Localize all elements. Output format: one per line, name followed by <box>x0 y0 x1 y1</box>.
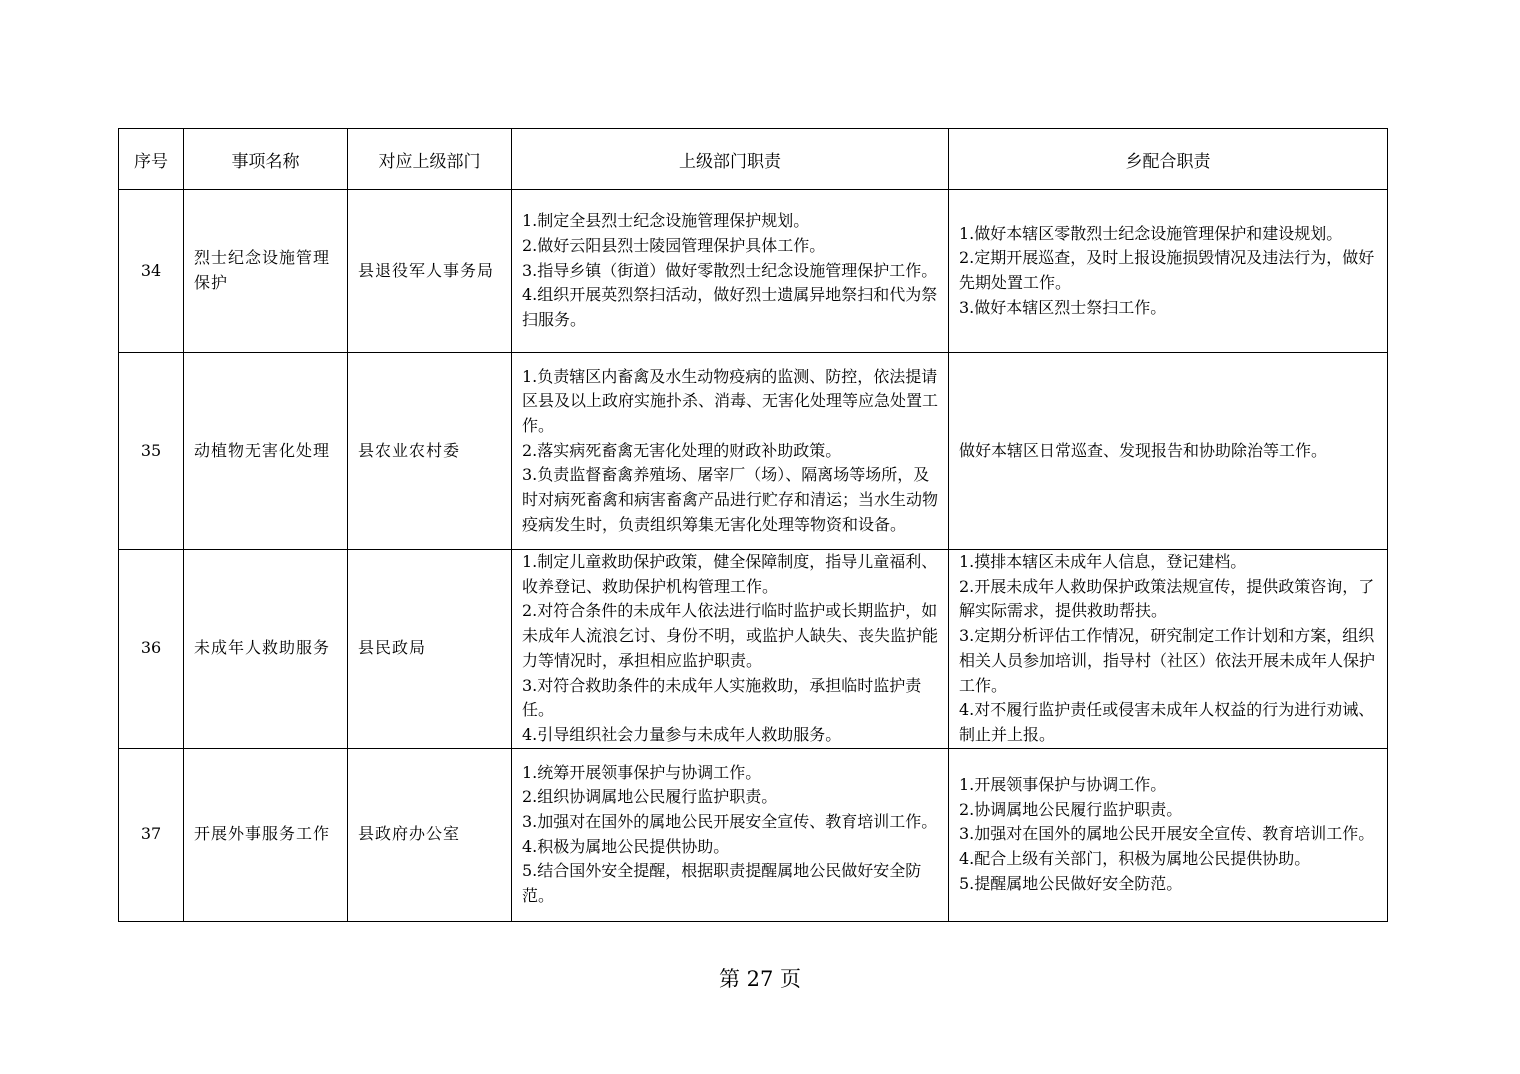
duty-item: 4.对不履行监护责任或侵害未成年人权益的行为进行劝诫、制止并上报。 <box>959 700 1375 744</box>
table-row <box>119 748 1388 921</box>
duty-item: 2.组织协调属地公民履行监护职责。 <box>522 787 778 807</box>
duty-item: 3.指导乡镇（街道）做好零散烈士纪念设施管理保护工作。 <box>522 260 938 280</box>
row-upper-duties <box>512 748 949 921</box>
duty-item: 3.加强对在国外的属地公民开展安全宣传、教育培训工作。 <box>959 824 1375 844</box>
duty-item: 1.负责辖区内畜禽及水生动物疫病的监测、防控，依法提请区县及以上政府实施扑杀、消毒、无害化处理等应急处置工作。 <box>522 366 939 435</box>
row-township-duties <box>949 550 1388 749</box>
duty-item: 3.定期分析评估工作情况，研究制定工作计划和方案，组织相关人员参加培训，指导村（社区）依法开展未成年人保护工作。 <box>959 626 1376 695</box>
header-township-duties: 乡配合职责 <box>949 129 1388 190</box>
duty-item: 1.制定全县烈士纪念设施管理保护规划。 <box>522 211 810 231</box>
header-upper-dept: 对应上级部门 <box>348 129 512 190</box>
row-upper-duties <box>512 190 949 353</box>
row-no: 37 <box>119 748 184 921</box>
row-no: 34 <box>119 190 184 353</box>
duty-item: 2.做好云阳县烈士陵园管理保护具体工作。 <box>522 235 826 255</box>
row-no: 35 <box>119 353 184 550</box>
row-township-duties <box>949 353 1388 550</box>
duty-item: 1.开展领事保护与协调工作。 <box>959 774 1167 794</box>
duty-item: 1.摸排本辖区未成年人信息，登记建档。 <box>959 552 1247 571</box>
duty-item: 2.开展未成年人救助保护政策法规宣传，提供政策咨询，了解实际需求，提供救助帮扶。 <box>959 576 1375 621</box>
duty-item: 2.协调属地公民履行监护职责。 <box>959 799 1183 819</box>
row-upper-dept: 县退役军人事务局 <box>348 190 512 353</box>
row-township-duties <box>949 190 1388 353</box>
row-item-name: 未成年人救助服务 <box>184 550 348 749</box>
duty-item: 3.做好本辖区烈士祭扫工作。 <box>959 297 1167 317</box>
duty-item: 2.定期开展巡查，及时上报设施损毁情况及违法行为，做好先期处置工作。 <box>959 248 1375 292</box>
duty-item: 1.制定儿童救助保护政策，健全保障制度，指导儿童福利、收养登记、救助保护机构管理工作。 <box>522 552 938 596</box>
duty-table <box>118 128 1388 922</box>
duty-item: 3.加强对在国外的属地公民开展安全宣传、教育培训工作。 <box>522 811 938 831</box>
header-item-name: 事项名称 <box>184 129 348 190</box>
row-item-name: 动植物无害化处理 <box>184 353 348 550</box>
page-number: 第 27 页 <box>718 967 802 991</box>
header-no: 序号 <box>119 129 184 190</box>
duty-item: 3.对符合救助条件的未成年人实施救助，承担临时监护责任。 <box>522 675 922 720</box>
duty-item: 4.引导组织社会力量参与未成年人救助服务。 <box>522 724 842 744</box>
table-row <box>119 353 1388 550</box>
duty-item: 3.负责监督畜禽养殖场、屠宰厂（场）、隔离场等场所，及时对病死畜禽和病害畜禽产品进行贮存和清运；当水生动物疫病发生时，负责组织筹集无害化处理等物资和设备。 <box>522 465 939 534</box>
duty-item: 1.做好本辖区零散烈士纪念设施管理保护和建设规划。 <box>959 223 1343 243</box>
row-upper-duties <box>512 353 949 550</box>
duty-item: 2.对符合条件的未成年人依法进行临时监护或长期监护，如未成年人流浪乞讨、身份不明，或监护人缺失、丧失监护能力等情况时，承担相应监护职责。 <box>522 601 939 670</box>
row-upper-duties <box>512 550 949 749</box>
table-header-row <box>119 129 1388 190</box>
table-row <box>119 550 1388 749</box>
duty-item: 2.落实病死畜禽无害化处理的财政补助政策。 <box>522 440 842 460</box>
row-item-name: 开展外事服务工作 <box>184 748 348 921</box>
row-township-duties <box>949 748 1388 921</box>
duty-item: 4.积极为属地公民提供协助。 <box>522 836 730 856</box>
row-upper-dept: 县政府办公室 <box>348 748 512 921</box>
row-upper-dept: 县农业农村委 <box>348 353 512 550</box>
duty-item: 4.组织开展英烈祭扫活动，做好烈士遗属异地祭扫和代为祭扫服务。 <box>522 285 938 330</box>
row-upper-dept: 县民政局 <box>348 550 512 749</box>
row-item-name: 烈士纪念设施管理保护 <box>184 190 348 353</box>
duty-item: 做好本辖区日常巡查、发现报告和协助除治等工作。 <box>959 440 1328 460</box>
duty-item: 1.统筹开展领事保护与协调工作。 <box>522 762 762 782</box>
duty-item: 5.提醒属地公民做好安全防范。 <box>959 873 1183 893</box>
table-row <box>119 190 1388 353</box>
header-upper-duties: 上级部门职责 <box>512 129 949 190</box>
duty-item: 5.结合国外安全提醒，根据职责提醒属地公民做好安全防范。 <box>522 861 922 906</box>
duty-item: 4.配合上级有关部门，积极为属地公民提供协助。 <box>959 848 1311 868</box>
row-no: 36 <box>119 550 184 749</box>
